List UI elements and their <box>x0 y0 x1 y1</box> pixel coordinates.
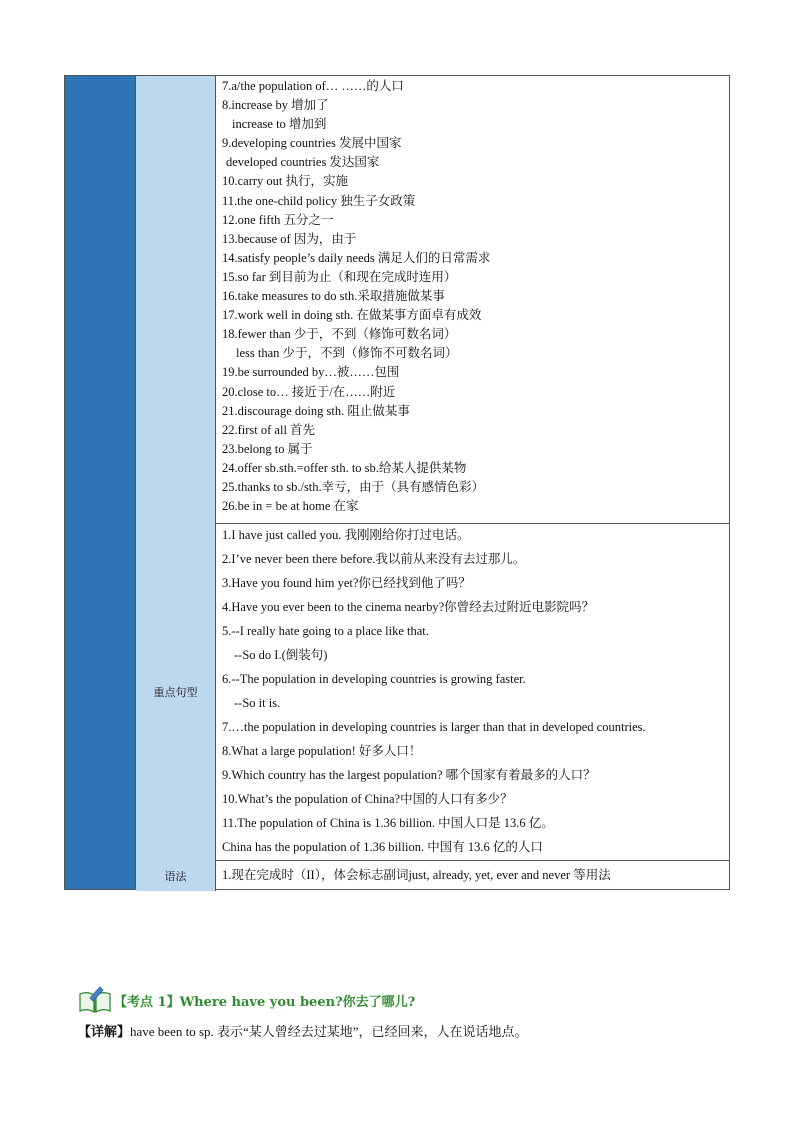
phrase-line: 22.first of all 首先 <box>222 422 316 437</box>
sentence-line: 10.What’s the population of China?中国的人口有多少？ <box>222 792 513 806</box>
phrase-line: 19.be surrounded by…被……包围 <box>222 365 400 380</box>
open-book-icon <box>78 986 112 1014</box>
phrases-cell <box>216 76 729 523</box>
sentence-line: 11.The population of China is 1.36 billion. 中国人口是 13.6 亿。 <box>222 816 554 830</box>
key-sentences-cell <box>216 523 729 860</box>
phrase-line: 26.be in = be at home 在家 <box>222 499 359 514</box>
phrase-line: 10.carry out 执行，实施 <box>222 174 349 189</box>
sentence-line: 2.I’ve never been there before.我以前从来没有去过那儿。 <box>222 552 526 566</box>
sentence-line: --So it is. <box>234 696 281 710</box>
sentence-line: 7.…the population in developing countries is larger than that in developed countries. <box>222 720 646 734</box>
phrase-line: 14.satisfy people’s daily needs 满足人们的日常需求 <box>222 250 491 265</box>
phrase-line: 18.fewer than 少于，不到（修饰可数名词） <box>222 327 457 342</box>
sentence-line: 8.What a large population! 好多人口！ <box>222 744 422 758</box>
sentence-line: 5.--I really hate going to a place like that. <box>222 624 429 638</box>
explanation-tag: 【详解】 <box>78 1024 131 1039</box>
phrase-line: 23.belong to 属于 <box>222 441 313 456</box>
phrase-line: increase to 增加到 <box>232 117 327 132</box>
phrase-line: less than 少于，不到（修饰不可数名词） <box>236 346 458 361</box>
vocabulary-table <box>64 75 730 890</box>
sentence-line: 4.Have you ever been to the cinema nearby?你曾经去过附近电影院吗？ <box>222 600 595 614</box>
explanation-line <box>78 1021 728 1040</box>
exam-point-heading <box>78 985 718 1015</box>
phrase-line: 25.thanks to sb./sth.幸亏，由于（具有感情色彩） <box>222 479 485 494</box>
phrase-line: developed countries 发达国家 <box>226 155 380 170</box>
phrase-line: 20.close to… 接近于/在……附近 <box>222 384 396 399</box>
sentence-line: --So do I.(倒装句) <box>234 648 328 662</box>
sentence-line: 6.--The population in developing countries is growing faster. <box>222 672 526 686</box>
phrase-line: 17.work well in doing sth. 在做某事方面卓有成效 <box>222 308 482 323</box>
phrase-line: 8.increase by 增加了 <box>222 98 329 113</box>
phrase-line: 21.discourage doing sth. 阻止做某事 <box>222 403 410 418</box>
row1-label-cell <box>136 76 216 523</box>
phrase-line: 15.so far 到目前为止（和现在完成时连用） <box>222 269 457 284</box>
exam-point-title: 【考点 1】Where have you been?你去了哪儿? <box>114 994 416 1010</box>
sentence-line: 3.Have you found him yet?你已经找到他了吗？ <box>222 576 471 590</box>
phrase-line: 16.take measures to do sth.采取措施做某事 <box>222 289 445 304</box>
sentence-line: China has the population of 1.36 billion. 中国有 13.6 亿的人口 <box>222 840 543 854</box>
table-side-bar <box>65 76 136 889</box>
grammar-cell: 1.现在完成时（II），体会标志副词just, already, yet, ever and never 等用法 <box>222 868 611 882</box>
key-sentences-label: 重点句型 <box>136 523 216 860</box>
phrase-line: 9.developing countries 发展中国家 <box>222 136 402 151</box>
phrase-line: 13.because of 因为，由于 <box>222 231 357 246</box>
sentence-line: 9.Which country has the largest population? 哪个国家有着最多的人口？ <box>222 768 596 782</box>
phrase-line: 11.the one-child policy 独生子女政策 <box>222 193 416 208</box>
phrase-line: 24.offer sb.sth.=offer sth. to sb.给某人提供某物 <box>222 460 467 475</box>
phrase-line: 7.a/the population of… ……的人口 <box>222 79 404 93</box>
grammar-label: 语法 <box>136 860 216 891</box>
sentence-line: 1.I have just called you. 我刚刚给你打过电话。 <box>222 528 470 542</box>
explanation-text: have been to sp. 表示“某人曾经去过某地”，已经回来，人在说话地点。 <box>130 1024 528 1039</box>
phrase-line: 12.one fifth 五分之一 <box>222 212 334 227</box>
